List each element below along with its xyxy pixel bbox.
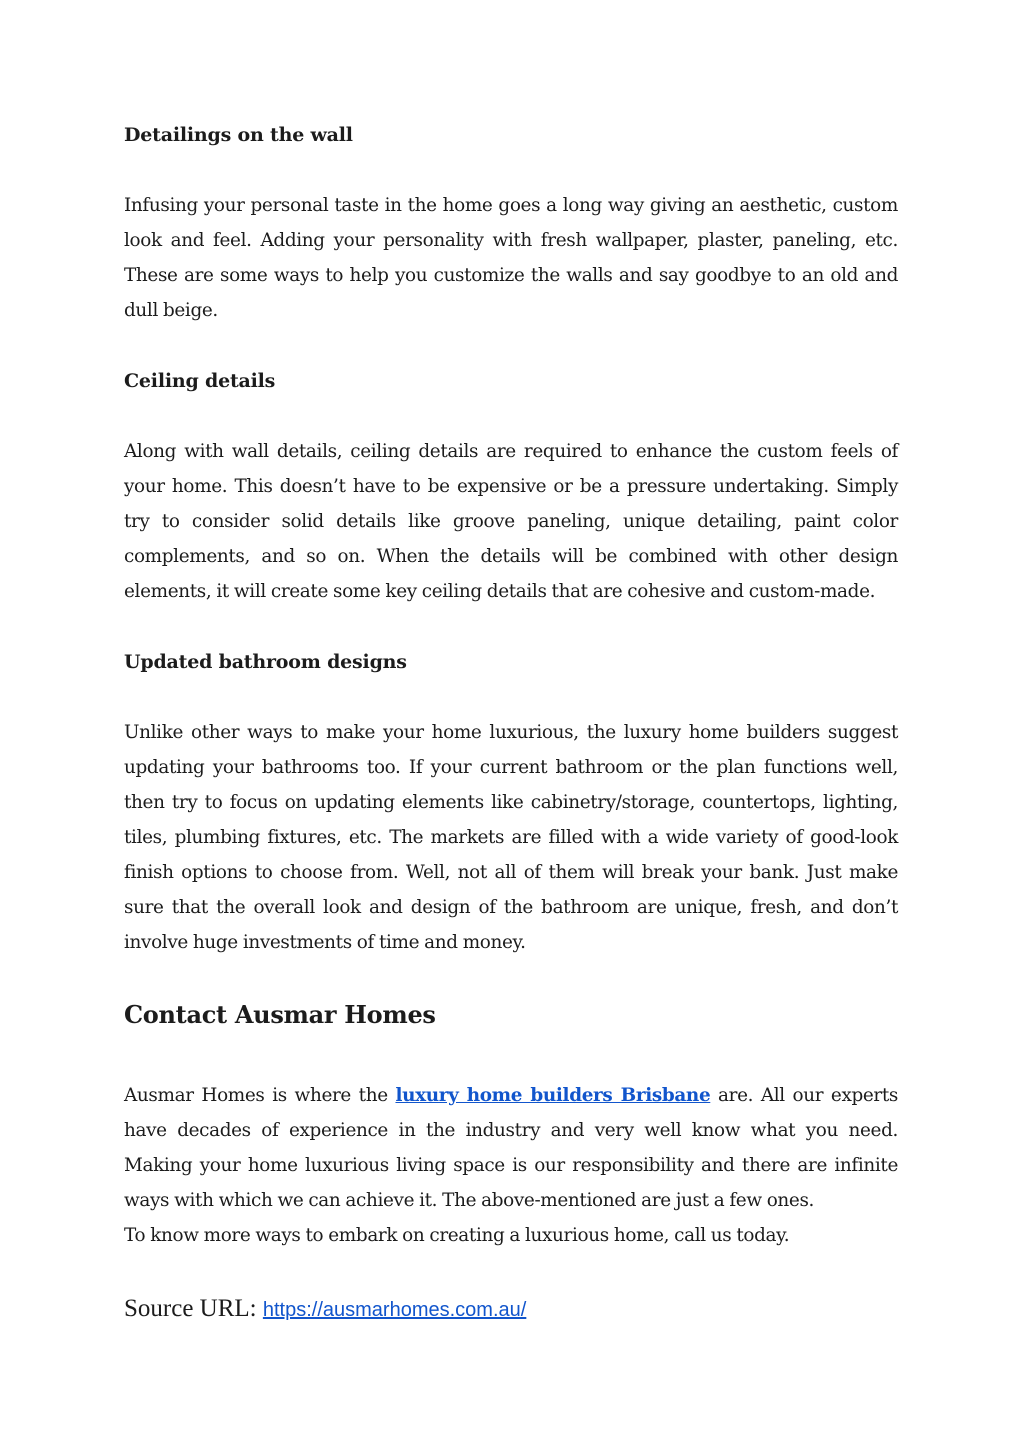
section-heading-wall: Detailings on the wall (124, 124, 353, 146)
section-heading-ceiling: Ceiling details (124, 370, 276, 392)
section-paragraph-ceiling: Along with wall details, ceiling details are required to enhance the custom feels of your home. This doesn’t have to be expensive or be a pressure undertaking. Simply try to consider solid details like groove paneling, unique detailing, paint color complements, and so on. When the details will be combined with other design elements, it will create some key ceiling details that are cohesive and custom-made. (124, 441, 898, 602)
contact-intro-rest: are. All our experts have decades of experience in the industry and very well know what you need. Making your home luxurious living space is our responsibility and there are infinite ways with which we can achieve it. The above-mentioned are just a few ones. (124, 1085, 898, 1211)
contact-paragraph (124, 1078, 898, 1218)
contact-heading: Contact Ausmar Homes (124, 1000, 436, 1029)
source-url-link[interactable]: https://ausmarhomes.com.au/ (262, 1299, 527, 1321)
section-paragraph-wall: Infusing your personal taste in the home goes a long way giving an aesthetic, custom look and feel. Adding your personality with fresh wallpaper, plaster, paneling, etc. These are some ways to help you customize the walls and say goodbye to an old and dull beige. (124, 195, 898, 321)
section-paragraph-bathroom: Unlike other ways to make your home luxurious, the luxury home builders suggest updating your bathrooms too. If your current bathroom or the plan functions well, then try to focus on updating elements like cabinetry/storage, countertops, lighting, tiles, plumbing fixtures, etc. The markets are filled with a wide variety of good-look finish options to choose from. Well, not all of them will break your bank. Just make sure that the overall look and design of the bathroom are unique, fresh, and don’t involve huge investments of time and money. (124, 722, 898, 953)
contact-intro-text: Ausmar Homes is where the (124, 1085, 396, 1106)
contact-closing: To know more ways to embark on creating a luxurious home, call us today. (124, 1225, 790, 1246)
section-heading-bathroom: Updated bathroom designs (124, 651, 407, 673)
luxury-home-builders-link[interactable]: luxury home builders Brisbane (395, 1085, 711, 1106)
source-line (124, 1293, 898, 1327)
source-label: Source URL: (124, 1295, 263, 1322)
